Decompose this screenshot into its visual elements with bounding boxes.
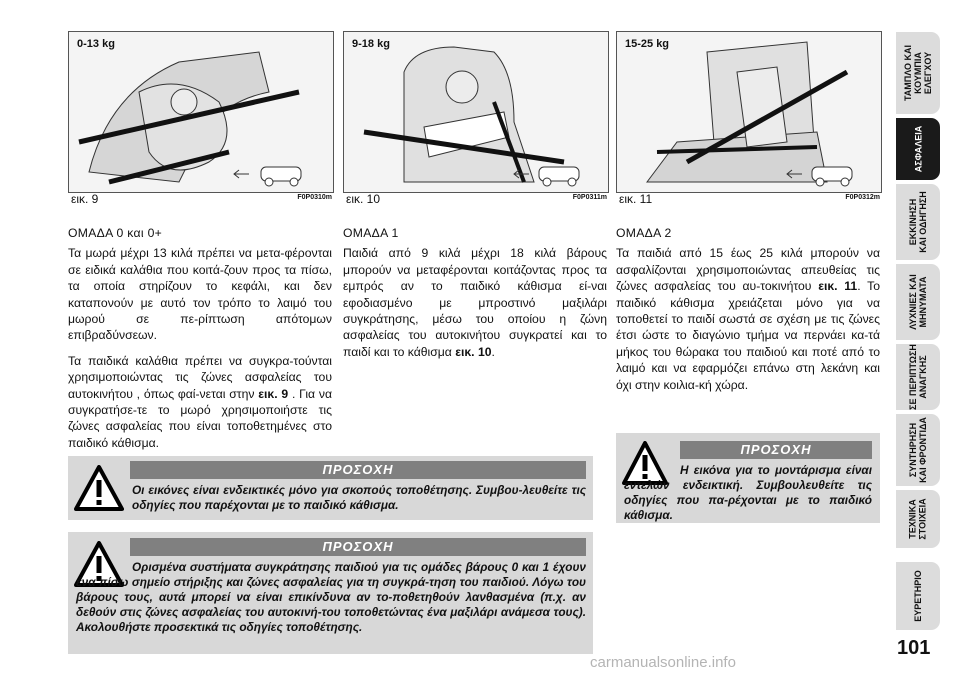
page-number: 101 <box>897 637 931 659</box>
tab-inner <box>896 184 940 260</box>
tab-inner <box>896 118 940 180</box>
tab-label: ΣΥΝΤΗΡΗΣΗ ΚΑΙ ΦΡΟΝΤΙΔΑ <box>908 417 929 483</box>
paragraph <box>343 245 607 360</box>
figure-9-illustration <box>68 31 334 193</box>
tab-inner <box>896 32 940 114</box>
figure-11-caption-row <box>616 192 880 208</box>
warning-text: Η εικόνα για το μοντάρισμα είναι εντελών ενδεικτική. Συμβουλευθείτε τις οδηγίες που πα-ρέχονται με το παιδικό κάθισμα. <box>624 463 872 522</box>
tab-starting-driving[interactable] <box>896 184 940 260</box>
figure-caption: εικ. 11 <box>619 192 653 206</box>
tab-inner <box>896 562 940 630</box>
tab-index[interactable] <box>896 562 940 630</box>
section-heading: ΟΜΑΔΑ 0 και 0+ <box>68 226 163 240</box>
figure-weight-tag: 9-18 kg <box>352 38 390 50</box>
figure-reference: εικ. 10 <box>455 344 492 359</box>
tab-label: ΤΕΧΝΙΚΑ ΣΤΟΙΧΕΙΑ <box>908 498 928 540</box>
figure-code: F0P0310m <box>297 194 332 201</box>
tab-safety[interactable] <box>896 118 940 180</box>
figure-caption: εικ. 9 <box>71 192 99 206</box>
paragraph-text: . Για να συγκρατήσε-τε το μωρό χρησιμοποιήστε τις ζώνες ασφαλείας που είναι τοποθετημένες στο παιδικό κάθισμα. <box>68 386 332 450</box>
infant-carrier-drawing <box>69 32 333 192</box>
figure-11-illustration <box>616 31 882 193</box>
warning-title: ΠΡΟΣΟΧΗ <box>130 538 586 556</box>
warning-triangle-icon <box>74 465 124 511</box>
group-2-section <box>616 225 880 402</box>
section-heading: ΟΜΑΔΑ 2 <box>616 226 672 240</box>
paragraph-text: Τα παιδιά από 15 έως 25 κιλά μπορούν να ασφαλίζονται χρησιμοποιώντας απευθείας τις ζώνες ασφαλείας του αυ-τοκινήτου <box>616 246 880 294</box>
tab-label: ΣΕ ΠΕΡΙΠΤΩΣΗ ΑΝΑΓΚΗΣ <box>908 344 928 410</box>
tab-inner <box>896 490 940 548</box>
group-1-section <box>343 225 607 369</box>
paragraph-text: . <box>491 344 495 359</box>
figure-caption: εικ. 10 <box>346 192 381 206</box>
child-seat-with-cushion-drawing <box>344 32 608 192</box>
figure-code: F0P0311m <box>572 194 607 201</box>
tab-technical-data[interactable] <box>896 490 940 548</box>
tab-emergency[interactable] <box>896 344 940 410</box>
warning-title: ΠΡΟΣΟΧΗ <box>130 461 586 479</box>
group-0-section <box>68 225 332 460</box>
figure-10-illustration <box>343 31 609 193</box>
tab-label: ΕΥΡΕΤΗΡΙΟ <box>913 570 924 622</box>
figure-reference: εικ. 11 <box>818 279 858 294</box>
warning-box-1 <box>68 456 593 520</box>
paragraph-text: Τα παιδικά καλάθια πρέπει να συγκρα-τούνται χρησιμοποιώντας τις ζώνες ασφαλείας του αυτοκινήτου , όπως φαί-νεται στην <box>68 353 332 401</box>
figure-reference: εικ. 9 <box>258 386 289 401</box>
warning-box-2 <box>68 532 593 654</box>
tab-dashboard-controls[interactable] <box>896 32 940 114</box>
tab-maintenance[interactable] <box>896 414 940 486</box>
figure-weight-tag: 0-13 kg <box>77 38 115 50</box>
tab-inner <box>896 414 940 486</box>
paragraph <box>616 245 880 393</box>
figure-9-caption-row <box>68 192 332 208</box>
paragraph-text: . Το παιδικό κάθισμα χρειάζεται μόνο για να τοποθετεί το παιδί σωστά σε σχέση με τις ζώνες έτσι ώστε το διαγώνιο τμήμα να περνάει κα-τά μήκος του θώρακα του παιδιού και ποτέ από το λαιμό και να εφαρμόζει επάνω στη λεκάνη και όχι στην κοιλια-κή χώρα. <box>616 279 881 392</box>
tab-label: ΛΥΧΝΙΕΣ ΚΑΙ ΜΗΝΥΜΑΤΑ <box>908 274 929 330</box>
tab-label: ΕΚΚΙΝΗΣΗ ΚΑΙ ΟΔΗΓΗΣΗ <box>908 191 929 253</box>
tab-inner <box>896 344 940 410</box>
tab-inner <box>896 264 940 340</box>
paragraph: Τα μωρά μέχρι 13 κιλά πρέπει να μετα-φέρονται σε ειδικά καλάθια που κοιτά-ζουν προς τα πίσω, τα οποία στηρίζουν το κεφάλι, και δεν καταπονούν με αυτό τον τρόπο το λαιμό του μωρού σε πε-ρίπτωση απότομων επιβραδύνσεων. <box>68 246 332 343</box>
paragraph-text: Παιδιά από 9 κιλά μέχρι 18 κιλά βάρους μπορούν να μεταφέρονται κοιτάζοντας προς τα εμπρός αν το παιδικό κάθισμα εί-ναι εφοδιασμένο με μπροστινό μαξιλάρι συγκράτησης, μέσω του οποίου η ζώνη ασφαλείας του αυτοκινήτου συγκρατεί και το παιδί και το κάθισμα <box>343 246 607 359</box>
booster-seat-drawing <box>617 32 881 192</box>
figure-weight-tag: 15-25 kg <box>625 38 670 50</box>
warning-text: Ορισμένα συστήματα συγκράτησης παιδιού για τις ομάδες βάρους 0 και 1 έχουν ένα πίσω σημείο στήριξης και ζώνες ασφαλείας για τη συγκρά-τηση του παιδιού. Λόγω του βάρους τους, αυτά μπορεί να είναι επικίνδυνα αν το-ποθετηθούν λανθασμένα (π.χ. αν δεθούν στις ζώνες ασφαλείας του αυτοκινή-του τοποθετώντας ένα μαξιλάρι ανάμεσα τους). Ακολουθήστε προσεκτικά τις οδηγίες τοποθέτησης. <box>76 560 586 634</box>
warning-text: Οι εικόνες είναι ενδεικτικές μόνο για σκοπούς τοποθέτησης. Συμβου-λευθείτε τις οδηγίες που παρέχονται με το παιδικό κάθισμα. <box>132 483 586 512</box>
tab-warning-lights[interactable] <box>896 264 940 340</box>
tab-label: ΤΑΜΠΛΟ ΚΑΙ ΚΟΥΜΠΙΑ ΕΛΕΓΧΟΥ <box>903 44 933 102</box>
figure-10-caption-row <box>343 192 607 208</box>
watermark: carmanualsonline.info <box>590 654 736 671</box>
warning-title: ΠΡΟΣΟΧΗ <box>680 441 872 459</box>
section-heading: ΟΜΑΔΑ 1 <box>343 226 399 240</box>
tab-label: ΑΣΦΑΛΕΙΑ <box>913 125 923 173</box>
figure-code: F0P0312m <box>845 194 880 201</box>
paragraph <box>68 353 332 451</box>
warning-box-right <box>616 433 880 523</box>
